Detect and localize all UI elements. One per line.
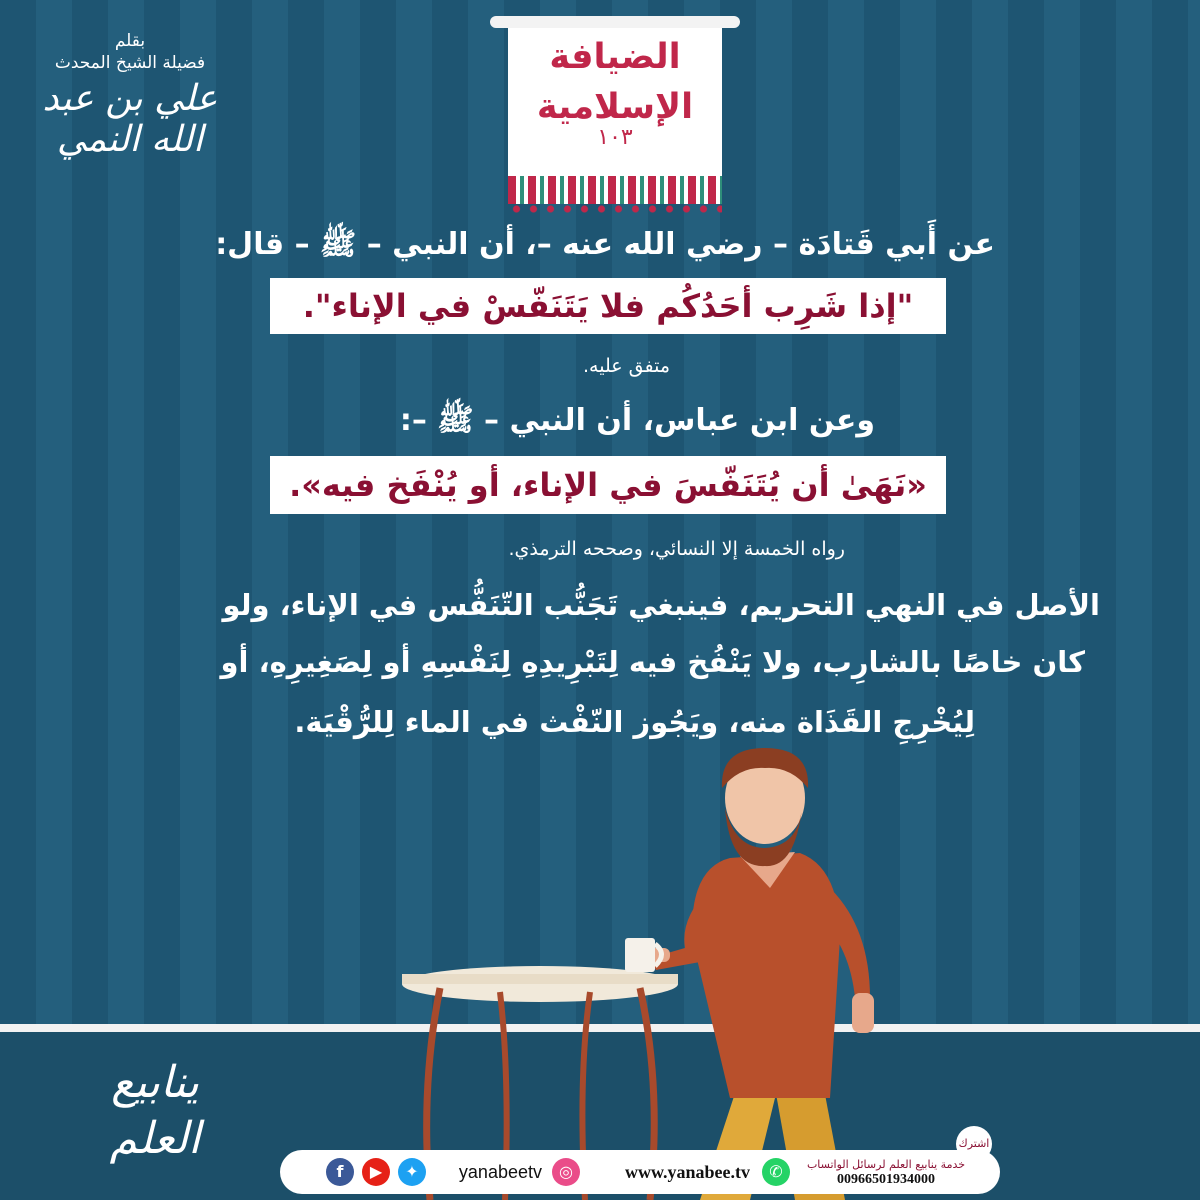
dribbble-icon[interactable]: ◎ <box>552 1158 580 1186</box>
footer-bar <box>280 1150 1000 1194</box>
hadith1-source: متفق عليه. <box>583 355 670 377</box>
hadith2-intro: وعن ابن عباس، أن النبي – ﷺ –: <box>399 403 875 438</box>
banner-rod <box>490 16 740 28</box>
hadith1-text: "إذا شَرِب أحَدُكُم فلا يَتَنَفّسْ في الإناء". <box>270 278 946 334</box>
hadith1-intro: عن أَبي قَتادَة – رضي الله عنه –، أن النبي – ﷺ – قال: <box>215 227 995 262</box>
hadith2-source: رواه الخمسة إلا النسائي، وصححه الترمذي. <box>508 538 845 560</box>
banner-title-line1: الضيافة <box>549 37 681 77</box>
phone-number[interactable]: 00966501934000 <box>837 1172 935 1187</box>
banner-paper <box>508 28 722 204</box>
cup <box>625 938 655 972</box>
social-handle[interactable]: yanabeetv <box>458 1162 542 1182</box>
hadith2-text: «نَهَىٰ أن يُتَنَفّسَ في الإناء، أو يُنْفَخ فيه». <box>270 456 946 514</box>
explanation-line3: لِيُخْرِجِ القَذَاة منه، ويَجُوز النّفْث في الماء لِلرُّقْيَة. <box>294 705 975 739</box>
banner-title-line2: الإسلامية <box>536 87 694 127</box>
shirt <box>692 853 840 1098</box>
hand <box>852 993 874 1033</box>
youtube-icon[interactable]: ▶ <box>362 1158 390 1186</box>
whatsapp-service <box>796 1158 976 1188</box>
author-name: علي بن عبد الله النمي <box>42 78 218 160</box>
author-title: فضيلة الشيخ المحدث <box>54 53 206 73</box>
title-banner <box>508 14 722 200</box>
explanation-line2: كان خاصًا بالشارِب، ولا يَنْفُخ فيه لِتَبْرِيدِهِ لِنَفْسِهِ أو لِصَغِيرِهِ، أو <box>220 645 1085 679</box>
facebook-icon[interactable]: f <box>326 1158 354 1186</box>
banner-trim <box>508 176 722 204</box>
yanabee-logo: ينابيع العلم <box>109 1057 201 1164</box>
banner-tassels <box>508 204 722 214</box>
man-with-cup-illustration <box>400 748 880 1200</box>
website-link[interactable]: www.yanabee.tv <box>625 1162 750 1182</box>
author-by: بقلم <box>114 31 146 51</box>
whatsapp-icon[interactable]: ✆ <box>762 1158 790 1186</box>
twitter-icon[interactable]: ✦ <box>398 1158 426 1186</box>
service-label: خدمة ينابيع العلم لرسائل الواتساب <box>806 1158 966 1171</box>
subscribe-badge[interactable]: اشترك <box>956 1126 992 1162</box>
author-block <box>20 30 240 160</box>
banner-number: ١٠٣ <box>597 125 633 150</box>
explanation-line1: الأصل في النهي التحريم، فينبغي تَجَنُّب التّنَفُّس في الإناء، ولو <box>222 588 1100 622</box>
